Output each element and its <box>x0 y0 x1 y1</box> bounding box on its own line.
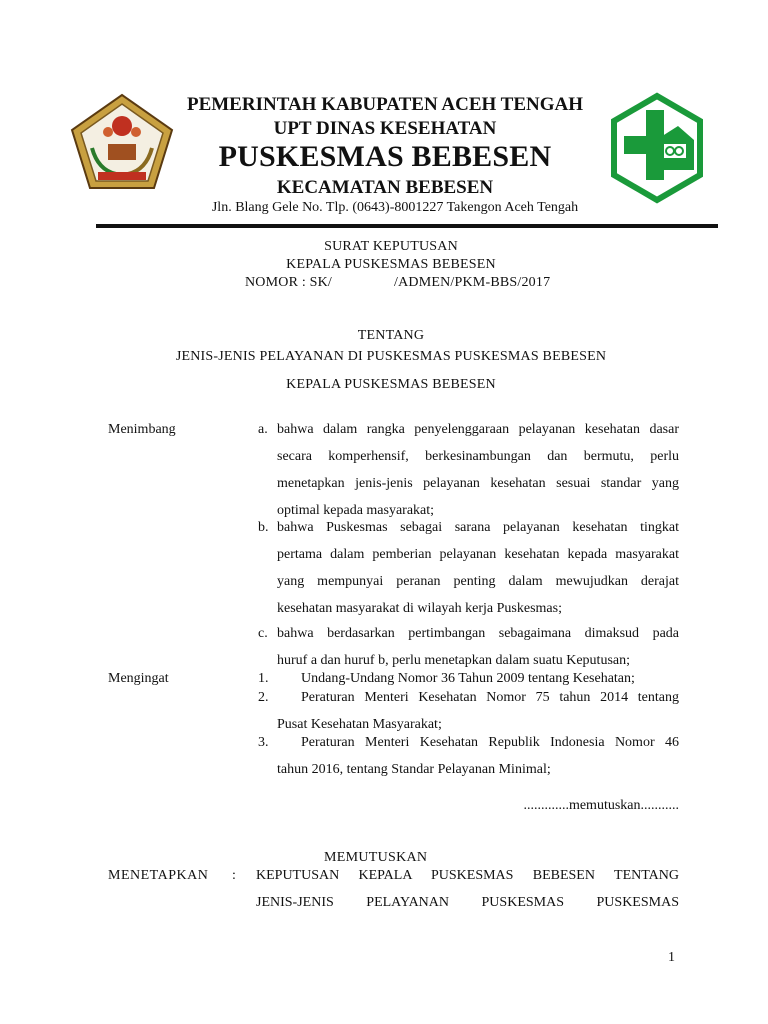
page-number: 1 <box>668 950 675 965</box>
doc-issuer: KEPALA PUSKESMAS BEBESEN <box>286 257 496 272</box>
menimbang-item-b-line-3: yang mempunyai peranan penting dalam mewujudkan derajat <box>277 574 679 589</box>
mengingat-item-3-line-2: tahun 2016, tentang Standar Pelayanan Minimal; <box>277 762 551 777</box>
letterhead-institution: PUSKESMAS BEBESEN <box>218 140 552 173</box>
doc-number <box>245 275 550 291</box>
menimbang-item-c-line-1: bahwa berdasarkan pertimbangan sebagaimana dimaksud pada <box>277 626 679 641</box>
doc-number-prefix: NOMOR : SK/ <box>245 275 332 290</box>
mengingat-item-1-line-1: Undang-Undang Nomor 36 Tahun 2009 tentang Kesehatan; <box>301 671 635 686</box>
menimbang-item-b-line-4: kesehatan masyarakat di wilayah kerja Puskesmas; <box>277 601 562 616</box>
mengingat-item-2-line-2: Pusat Kesehatan Masyarakat; <box>277 717 442 732</box>
doc-number-suffix: /ADMEN/PKM-BBS/2017 <box>394 275 551 290</box>
mengingat-item-3-mark: 3. <box>258 735 269 750</box>
memutuskan-heading: MEMUTUSKAN <box>324 850 428 865</box>
puskesmas-logo <box>610 92 704 204</box>
menimbang-item-a-line-2: secara komperhensif, berkesinambungan dan bermutu, perlu <box>277 449 679 464</box>
letterhead-district: KECAMATAN BEBESEN <box>276 177 494 198</box>
doc-about: TENTANG <box>357 328 425 343</box>
doc-type: SURAT KEPUTUSAN <box>324 239 458 254</box>
letterhead-government: PEMERINTAH KABUPATEN ACEH TENGAH <box>186 94 584 115</box>
mengingat-item-1-mark: 1. <box>258 671 269 686</box>
menimbang-item-c-line-2: huruf a dan huruf b, perlu menetapkan dalam suatu Keputusan; <box>277 653 631 668</box>
menimbang-label: Menimbang <box>108 422 176 437</box>
memutuskan-dotted-line: .............memutuskan........... <box>523 798 679 813</box>
mengingat-label: Mengingat <box>108 671 169 686</box>
menimbang-item-a-line-3: menetapkan jenis-jenis pelayanan kesehatan sesuai standar yang <box>277 476 679 491</box>
menetapkan-colon: : <box>232 868 236 883</box>
letterhead-divider <box>96 224 718 228</box>
doc-signatory-heading: KEPALA PUSKESMAS BEBESEN <box>286 377 496 392</box>
menimbang-item-a-line-1: bahwa dalam rangka penyelenggaraan pelayanan kesehatan dasar <box>277 422 679 437</box>
menetapkan-line-1: KEPUTUSAN KEPALA PUSKESMAS BEBESEN TENTANG <box>256 868 679 883</box>
menimbang-item-b-line-2: pertama dalam pemberian pelayanan kesehatan kepada masyarakat <box>277 547 679 562</box>
letterhead-department: UPT DINAS KESEHATAN <box>273 118 497 139</box>
menetapkan-line-2: JENIS-JENIS PELAYANAN PUSKESMAS PUSKESMAS <box>256 895 679 910</box>
menimbang-item-a-mark: a. <box>258 422 268 437</box>
doc-subject: JENIS-JENIS PELAYANAN DI PUSKESMAS PUSKESMAS BEBESEN <box>175 349 607 364</box>
menimbang-item-b-line-1: bahwa Puskesmas sebagai sarana pelayanan kesehatan tingkat <box>277 520 679 535</box>
menimbang-item-c-mark: c. <box>258 626 268 641</box>
letterhead-address: Jln. Blang Gele No. Tlp. (0643)-8001227 Takengon Aceh Tengah <box>211 200 579 215</box>
mengingat-item-3-line-1: Peraturan Menteri Kesehatan Republik Indonesia Nomor 46 <box>301 735 679 750</box>
mengingat-item-2-line-1: Peraturan Menteri Kesehatan Nomor 75 tahun 2014 tentang <box>301 690 679 705</box>
mengingat-item-2-mark: 2. <box>258 690 269 705</box>
menetapkan-label: MENETAPKAN <box>108 868 209 883</box>
menimbang-item-a-line-4: optimal kepada masyarakat; <box>277 503 435 518</box>
menimbang-item-b-mark: b. <box>258 520 269 535</box>
